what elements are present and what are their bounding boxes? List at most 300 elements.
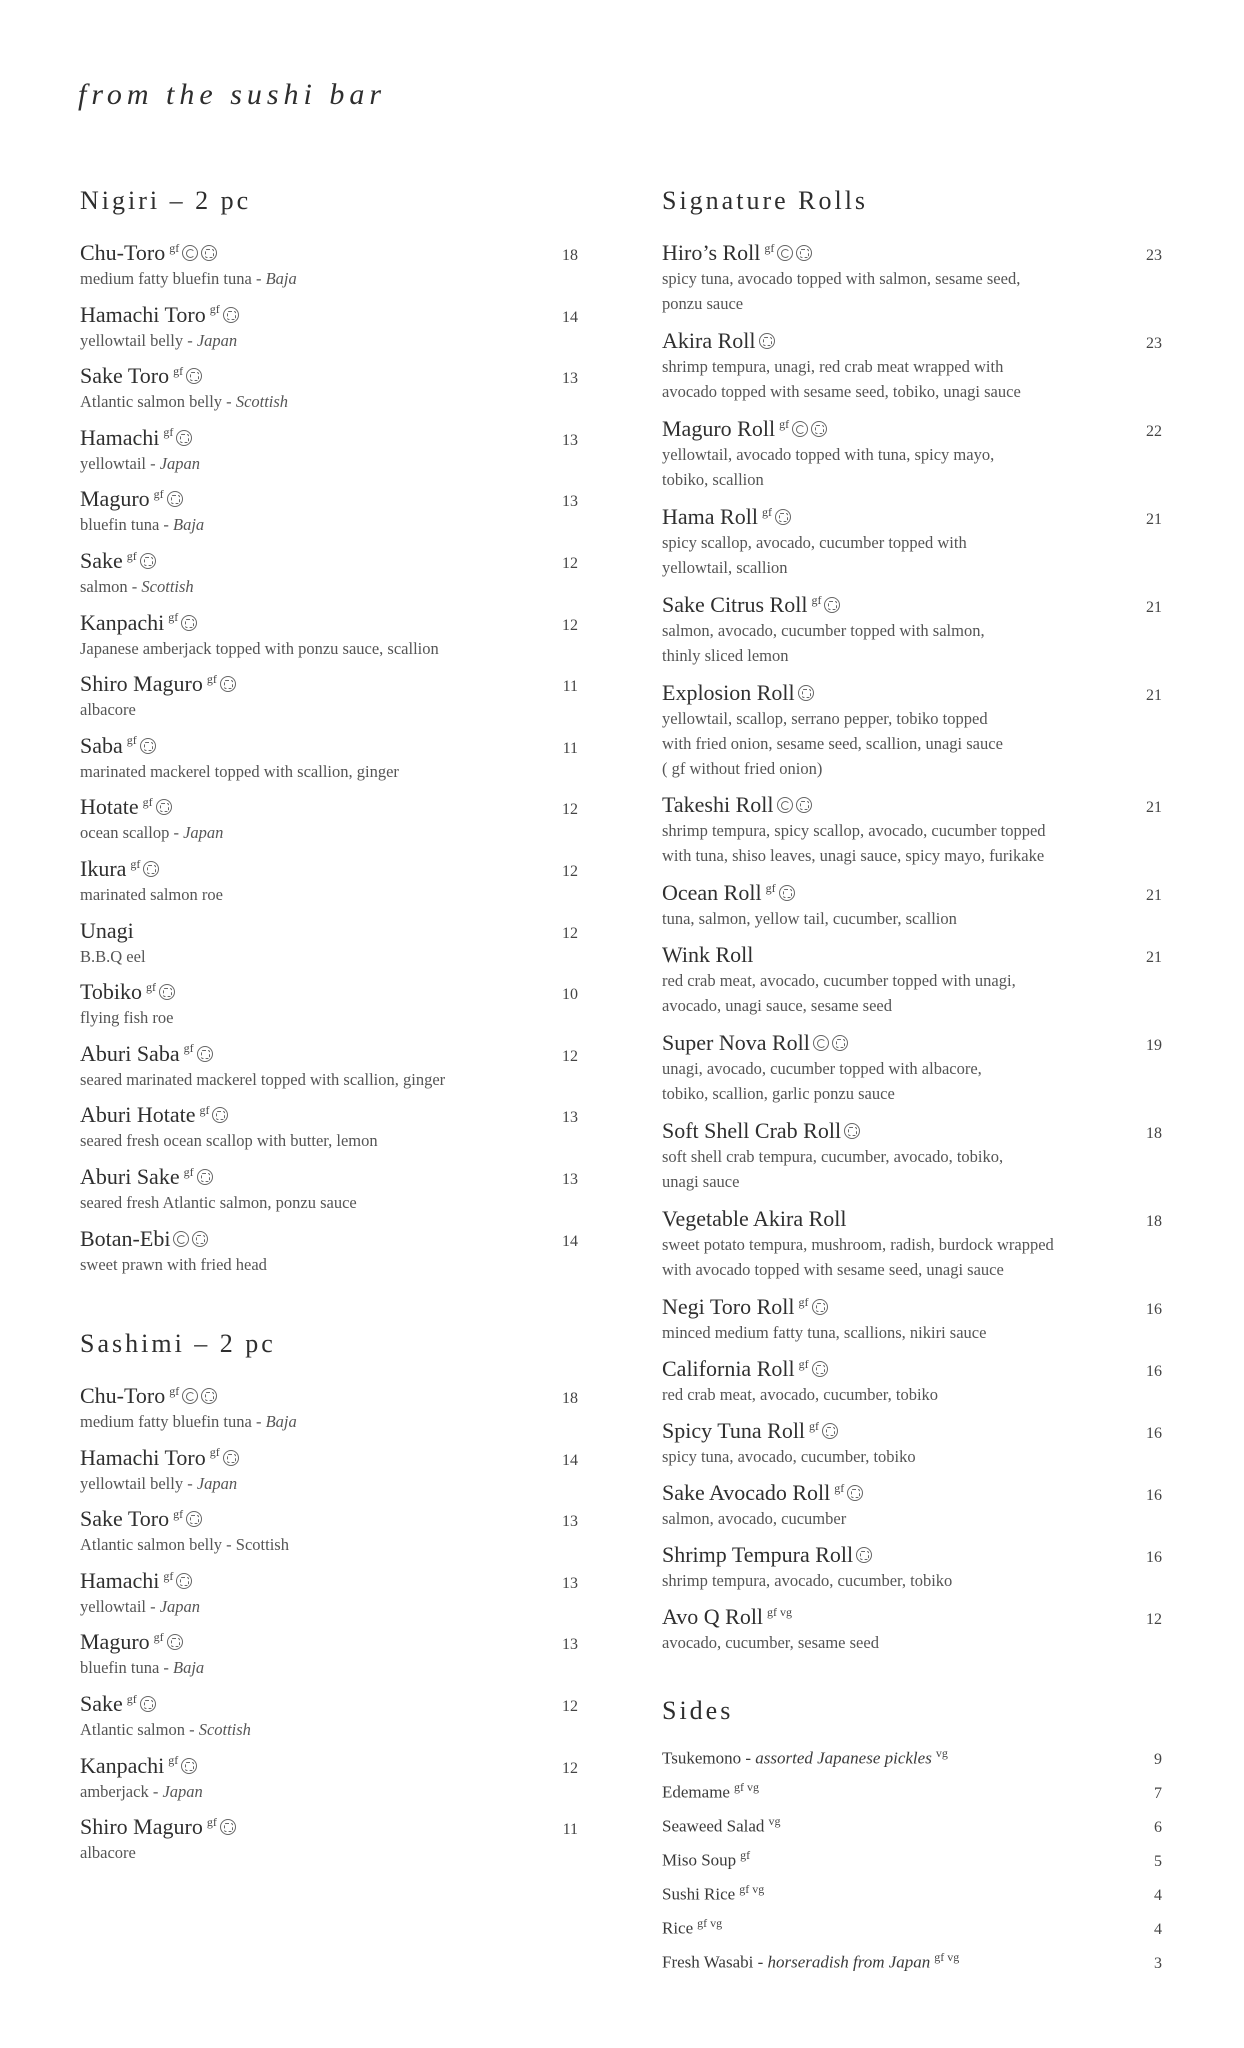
- sustainable-icon: [167, 491, 183, 507]
- item-price: 14: [562, 308, 578, 326]
- item-header: [662, 1356, 1162, 1382]
- item-description: ocean scallop - Japan: [80, 823, 224, 843]
- item-header: [80, 1164, 578, 1190]
- roll-item: [662, 328, 1162, 416]
- item-description: shrimp tempura, spicy scallop, avocado, cucumber topped: [662, 821, 1046, 840]
- item-price: 21: [1146, 511, 1162, 528]
- side-price: 7: [1154, 1784, 1162, 1802]
- diet-tags: gf: [130, 856, 141, 871]
- diet-tags: gf: [169, 1383, 180, 1398]
- item-name: Sake Citrus Roll $^{gf}$: [662, 592, 840, 618]
- item-description: salmon - Scottish: [80, 576, 194, 596]
- item-price: 12: [562, 862, 578, 880]
- sustainable-icon: [159, 984, 175, 1000]
- right-column: [662, 184, 1162, 1984]
- item-description: spicy tuna, avocado, cucumber, tobiko: [662, 1447, 916, 1466]
- diet-tags: gf vg: [739, 1882, 765, 1896]
- item-name: Explosion Roll: [662, 680, 814, 706]
- item-description: B.B.Q eel: [80, 946, 146, 966]
- item-header: [80, 1041, 578, 1067]
- item-header: [662, 1118, 1162, 1144]
- item-header: [80, 733, 578, 759]
- item-description: shrimp tempura, avocado, cucumber, tobiko: [662, 1571, 953, 1590]
- item-description: sweet prawn with fried head: [80, 1254, 267, 1274]
- side-item: [662, 1882, 1162, 1916]
- item-name: Chu-Toro $^{gf}$: [80, 240, 217, 266]
- item-name: Kanpachi $^{gf}$: [80, 1753, 197, 1779]
- item-name: Sake $^{gf}$: [80, 1691, 156, 1717]
- diet-tags: gf vg: [697, 1916, 723, 1930]
- item-header: [80, 1226, 578, 1252]
- item-origin: Japan: [162, 1781, 203, 1801]
- item-description: bluefin tuna - Baja: [80, 1658, 205, 1678]
- item-price: 11: [562, 1821, 578, 1839]
- item-description: spicy tuna, avocado topped with salmon, sesame seed,: [662, 269, 1021, 288]
- item-price: 13: [562, 431, 578, 449]
- item-name: Ikura $^{gf}$: [80, 856, 159, 882]
- diet-tags: gf: [199, 1102, 210, 1117]
- sides-list: [662, 1746, 1162, 1984]
- side-name: Miso Soup $^{gf}$: [662, 1848, 751, 1870]
- item-name: Soft Shell Crab Roll: [662, 1118, 860, 1144]
- item-price: 12: [562, 616, 578, 634]
- item-header: [662, 1542, 1162, 1568]
- item-description: yellowtail - Japan: [80, 453, 201, 473]
- item-header: [662, 416, 1162, 442]
- item-header: [662, 1604, 1162, 1630]
- item-header: [662, 880, 1162, 906]
- item-price: 23: [1146, 247, 1162, 264]
- item-header: [80, 548, 578, 574]
- item-header: [662, 1030, 1162, 1056]
- roll-item: [662, 880, 1162, 942]
- item-price: 23: [1146, 335, 1162, 352]
- side-price: 3: [1154, 1954, 1162, 1972]
- item-description: avocado, cucumber, sesame seed: [662, 1633, 879, 1652]
- item-header: [662, 240, 1162, 266]
- item-name: Hotate $^{gf}$: [80, 794, 172, 820]
- item-price: 18: [1146, 1213, 1162, 1230]
- menu-item: [80, 1506, 578, 1568]
- item-price: 16: [1146, 1301, 1162, 1318]
- item-price: 12: [562, 1698, 578, 1716]
- item-name: Wink Roll: [662, 942, 754, 967]
- item-description: thinly sliced lemon: [662, 646, 789, 665]
- item-description: tobiko, scallion: [662, 470, 764, 489]
- item-name: Takeshi Roll: [662, 792, 812, 818]
- item-description: salmon, avocado, cucumber: [662, 1509, 847, 1528]
- item-name: Avo Q Roll $^{gf vg}$: [662, 1604, 793, 1629]
- side-name: Edemame $^{gf vg}$: [662, 1780, 759, 1802]
- item-name: Sake Avocado Roll $^{gf}$: [662, 1480, 863, 1506]
- sustainable-icon: [143, 861, 159, 877]
- diet-tags: gf: [206, 1814, 217, 1829]
- sustainable-icon: [824, 597, 840, 613]
- item-header: [662, 680, 1162, 706]
- item-description: seared fresh Atlantic salmon, ponzu sauce: [80, 1192, 357, 1212]
- item-description: seared marinated mackerel topped with scallion, ginger: [80, 1069, 446, 1089]
- roll-item: [662, 416, 1162, 504]
- item-header: [80, 1753, 578, 1779]
- menu-item: [80, 610, 578, 672]
- item-name: Chu-Toro $^{gf}$: [80, 1383, 217, 1409]
- item-name: Botan-Ebi: [80, 1226, 208, 1252]
- menu-item: [80, 1041, 578, 1103]
- sustainable-icon: [192, 1231, 208, 1247]
- sustainable-icon: [796, 245, 812, 261]
- swirl-icon: [813, 1035, 829, 1051]
- item-header: [80, 425, 578, 451]
- item-description: avocado, unagi sauce, sesame seed: [662, 996, 892, 1015]
- item-price: 13: [562, 493, 578, 511]
- item-price: 13: [562, 370, 578, 388]
- side-price: 4: [1154, 1886, 1162, 1904]
- item-name: Hamachi Toro $^{gf}$: [80, 1445, 239, 1471]
- item-header: [80, 1383, 578, 1409]
- roll-item: [662, 1030, 1162, 1118]
- item-price: 14: [562, 1232, 578, 1250]
- sustainable-icon: [812, 1361, 828, 1377]
- item-header: [80, 918, 578, 944]
- sides-section: [662, 1694, 1162, 1984]
- diet-tags: gf: [126, 1691, 137, 1706]
- item-name: Spicy Tuna Roll $^{gf}$: [662, 1418, 838, 1444]
- item-description: medium fatty bluefin tuna - Baja: [80, 1412, 297, 1432]
- sides-title: Sides: [662, 1696, 734, 1725]
- item-description: ponzu sauce: [662, 294, 744, 313]
- item-price: 16: [1146, 1425, 1162, 1442]
- menu-item: [80, 1691, 578, 1753]
- item-price: 19: [1146, 1037, 1162, 1054]
- item-header: [80, 610, 578, 636]
- sashimi-section: [80, 1327, 578, 1876]
- item-description: seared fresh ocean scallop with butter, lemon: [80, 1131, 378, 1151]
- item-description: Atlantic salmon belly - Scottish: [80, 392, 289, 412]
- side-name: Rice $^{gf vg}$: [662, 1916, 723, 1938]
- side-item: [662, 1848, 1162, 1882]
- item-description: Atlantic salmon belly - Scottish: [80, 1535, 289, 1555]
- side-name: Seaweed Salad $^{vg}$: [662, 1814, 781, 1836]
- item-name: Kanpachi $^{gf}$: [80, 610, 197, 636]
- sustainable-icon: [796, 797, 812, 813]
- nigiri-list: [80, 240, 578, 1287]
- side-price: 6: [1154, 1818, 1162, 1836]
- side-note: assorted Japanese pickles: [755, 1748, 932, 1768]
- item-header: [662, 942, 1162, 968]
- item-description: minced medium fatty tuna, scallions, nikiri sauce: [662, 1323, 987, 1342]
- sustainable-icon: [220, 676, 236, 692]
- item-description: amberjack - Japan: [80, 1781, 203, 1801]
- sustainable-icon: [140, 738, 156, 754]
- menu-item: [80, 302, 578, 364]
- menu-item: [80, 1753, 578, 1815]
- diet-tags: gf: [142, 795, 153, 810]
- item-name: Hamachi $^{gf}$: [80, 1568, 192, 1594]
- side-note: horseradish from Japan: [767, 1952, 931, 1972]
- page-heading: from the sushi bar: [78, 78, 387, 111]
- menu-item: [80, 794, 578, 856]
- diet-tags: gf vg: [733, 1780, 759, 1794]
- item-price: 10: [562, 986, 578, 1004]
- item-description: unagi, avocado, cucumber topped with albacore,: [662, 1059, 982, 1078]
- item-price: 21: [1146, 949, 1162, 966]
- item-origin: Scottish: [141, 576, 194, 596]
- item-price: 12: [562, 554, 578, 572]
- item-description: yellowtail belly - Japan: [80, 1473, 238, 1493]
- rolls-list: [662, 240, 1162, 1666]
- roll-item: [662, 1542, 1162, 1604]
- roll-item: [662, 1418, 1162, 1480]
- item-name: California Roll $^{gf}$: [662, 1356, 828, 1382]
- item-name: Maguro Roll $^{gf}$: [662, 416, 827, 442]
- item-description: Japanese amberjack topped with ponzu sauce, scallion: [80, 638, 439, 658]
- item-price: 21: [1146, 887, 1162, 904]
- sustainable-icon: [832, 1035, 848, 1051]
- item-price: 12: [1146, 1611, 1162, 1628]
- item-price: 11: [562, 739, 578, 757]
- diet-tags: vg: [768, 1814, 781, 1828]
- nigiri-section: [80, 184, 578, 1287]
- side-price: 4: [1154, 1920, 1162, 1938]
- sustainable-icon: [201, 1388, 217, 1404]
- menu-item: [80, 856, 578, 918]
- side-price: 5: [1154, 1852, 1162, 1870]
- diet-tags: gf: [153, 1630, 164, 1645]
- sustainable-icon: [759, 333, 775, 349]
- item-name: Tobiko $^{gf}$: [80, 979, 175, 1005]
- item-price: 14: [562, 1451, 578, 1469]
- menu-item: [80, 240, 578, 302]
- sustainable-icon: [811, 421, 827, 437]
- item-description: marinated mackerel topped with scallion, ginger: [80, 761, 399, 781]
- menu-item: [80, 486, 578, 548]
- swirl-icon: [792, 421, 808, 437]
- diet-tags: gf: [183, 1041, 194, 1056]
- item-description: sweet potato tempura, mushroom, radish, burdock wrapped: [662, 1235, 1054, 1254]
- sustainable-icon: [779, 885, 795, 901]
- diet-tags: gf: [206, 671, 217, 686]
- diet-tags: gf vg: [767, 1604, 793, 1619]
- item-description: unagi sauce: [662, 1172, 740, 1191]
- sustainable-icon: [223, 1450, 239, 1466]
- menu-item: [80, 1164, 578, 1226]
- item-description: spicy scallop, avocado, cucumber topped with: [662, 533, 967, 552]
- diet-tags: gf: [740, 1848, 751, 1862]
- swirl-icon: [777, 245, 793, 261]
- diet-tags: gf: [809, 1418, 820, 1433]
- item-origin: Japan: [159, 453, 201, 473]
- item-origin: Japan: [159, 1596, 201, 1616]
- sustainable-icon: [140, 553, 156, 569]
- item-name: Vegetable Akira Roll: [662, 1206, 847, 1231]
- item-header: [662, 1418, 1162, 1444]
- menu-item: [80, 1568, 578, 1630]
- roll-item: [662, 792, 1162, 880]
- item-origin: Baja: [265, 1412, 297, 1432]
- item-description: red crab meat, avocado, cucumber topped with unagi,: [662, 971, 1016, 990]
- menu-item: [80, 1445, 578, 1507]
- item-description: with tuna, shiso leaves, unagi sauce, spicy mayo, furikake: [662, 846, 1045, 865]
- diet-tags: gf vg: [934, 1950, 960, 1964]
- item-origin: Japan: [196, 330, 238, 350]
- side-item: [662, 1950, 1162, 1984]
- item-name: Hamachi Toro $^{gf}$: [80, 302, 239, 328]
- left-column: [80, 184, 578, 1876]
- roll-item: [662, 1118, 1162, 1206]
- sustainable-icon: [156, 799, 172, 815]
- sustainable-icon: [186, 368, 202, 384]
- sustainable-icon: [844, 1123, 860, 1139]
- item-name: Aburi Sake $^{gf}$: [80, 1164, 213, 1190]
- item-price: 18: [562, 1390, 578, 1408]
- item-price: 12: [562, 1047, 578, 1065]
- diet-tags: gf: [811, 592, 822, 607]
- item-name: Sake Toro $^{gf}$: [80, 1506, 202, 1532]
- item-description: with fried onion, sesame seed, scallion, unagi sauce: [662, 734, 1003, 753]
- item-description: marinated salmon roe: [80, 884, 223, 904]
- diet-tags: gf: [779, 416, 790, 431]
- item-header: [80, 302, 578, 328]
- rolls-section: [662, 184, 1162, 1666]
- item-name: Hiro’s Roll $^{gf}$: [662, 240, 812, 266]
- menu-item: [80, 1814, 578, 1876]
- item-price: 21: [1146, 599, 1162, 616]
- sustainable-icon: [223, 307, 239, 323]
- item-description: avocado topped with sesame seed, tobiko, unagi sauce: [662, 382, 1021, 401]
- item-name: Sake Toro $^{gf}$: [80, 363, 202, 389]
- item-description: salmon, avocado, cucumber topped with salmon,: [662, 621, 985, 640]
- item-name: Ocean Roll $^{gf}$: [662, 880, 795, 906]
- sustainable-icon: [181, 1758, 197, 1774]
- item-description: albacore: [80, 1843, 136, 1863]
- item-description: albacore: [80, 700, 136, 720]
- item-origin: Japan: [196, 1473, 238, 1493]
- item-header: [80, 979, 578, 1005]
- item-price: 16: [1146, 1549, 1162, 1566]
- diet-tags: gf: [798, 1356, 809, 1371]
- sustainable-icon: [197, 1169, 213, 1185]
- diet-tags: gf: [173, 363, 184, 378]
- menu-item: [80, 918, 578, 980]
- item-header: [662, 592, 1162, 618]
- diet-tags: gf: [146, 979, 157, 994]
- roll-item: [662, 1206, 1162, 1294]
- item-header: [80, 1629, 578, 1655]
- item-description: bluefin tuna - Baja: [80, 515, 205, 535]
- item-origin: Baja: [265, 269, 297, 288]
- diet-tags: gf: [168, 1753, 179, 1768]
- roll-item: [662, 1480, 1162, 1542]
- sustainable-icon: [856, 1547, 872, 1563]
- item-price: 16: [1146, 1487, 1162, 1504]
- item-header: [662, 1480, 1162, 1506]
- item-header: [80, 794, 578, 820]
- menu-item: [80, 1102, 578, 1164]
- item-name: Maguro $^{gf}$: [80, 486, 183, 512]
- item-origin: Japan: [183, 823, 224, 843]
- side-name: Fresh Wasabi - horseradish from Japan $^{gf vg}$: [662, 1950, 960, 1972]
- sustainable-icon: [186, 1511, 202, 1527]
- diet-tags: gf: [153, 487, 164, 502]
- item-name: Shiro Maguro $^{gf}$: [80, 671, 236, 697]
- roll-item: [662, 592, 1162, 680]
- item-price: 18: [562, 247, 578, 264]
- item-price: 13: [562, 1513, 578, 1531]
- side-item: [662, 1780, 1162, 1814]
- item-description: flying fish roe: [80, 1008, 174, 1028]
- diet-tags: gf: [126, 548, 137, 563]
- menu-item: [80, 733, 578, 795]
- diet-tags: gf: [168, 610, 179, 625]
- menu-item: [80, 671, 578, 733]
- roll-item: [662, 1604, 1162, 1666]
- swirl-icon: [182, 245, 198, 261]
- menu-item: [80, 363, 578, 425]
- menu-item: [80, 1383, 578, 1445]
- item-price: 18: [1146, 1125, 1162, 1142]
- item-header: [662, 1206, 1162, 1232]
- item-origin: Baja: [173, 515, 205, 535]
- item-description: tobiko, scallion, garlic ponzu sauce: [662, 1084, 895, 1103]
- diet-tags: gf: [834, 1480, 845, 1495]
- item-header: [80, 1102, 578, 1128]
- item-name: Akira Roll: [662, 328, 775, 354]
- item-header: [80, 1568, 578, 1594]
- menu-item: [80, 1629, 578, 1691]
- item-name: Maguro $^{gf}$: [80, 1629, 183, 1655]
- sustainable-icon: [201, 245, 217, 261]
- sustainable-icon: [181, 615, 197, 631]
- diet-tags: gf: [163, 1568, 174, 1583]
- item-price: 21: [1146, 687, 1162, 704]
- item-name: Negi Toro Roll $^{gf}$: [662, 1294, 828, 1320]
- swirl-icon: [173, 1231, 189, 1247]
- roll-item: [662, 942, 1162, 1030]
- item-description: Atlantic salmon - Scottish: [80, 1720, 251, 1740]
- item-description: medium fatty bluefin tuna - Baja: [80, 269, 297, 288]
- diet-tags: gf: [761, 504, 772, 519]
- item-name: Super Nova Roll: [662, 1030, 848, 1056]
- side-name: Sushi Rice $^{gf vg}$: [662, 1882, 765, 1904]
- item-price: 21: [1146, 799, 1162, 816]
- menu-item: [80, 979, 578, 1041]
- item-header: [662, 504, 1162, 530]
- diet-tags: gf: [163, 425, 174, 440]
- sashimi-title: Sashimi – 2 pc: [80, 1329, 276, 1359]
- menu-item: [80, 1226, 578, 1288]
- item-description: yellowtail, scallion: [662, 558, 788, 577]
- item-description: yellowtail - Japan: [80, 1596, 201, 1616]
- item-origin: Baja: [173, 1658, 205, 1678]
- item-description: yellowtail belly - Japan: [80, 330, 238, 350]
- sustainable-icon: [212, 1107, 228, 1123]
- sustainable-icon: [775, 509, 791, 525]
- item-header: [662, 328, 1162, 354]
- diet-tags: gf: [209, 1445, 220, 1460]
- item-name: Hama Roll $^{gf}$: [662, 504, 791, 530]
- roll-item: [662, 504, 1162, 592]
- item-price: 12: [562, 801, 578, 819]
- diet-tags: vg: [935, 1746, 948, 1760]
- side-item: [662, 1814, 1162, 1848]
- swirl-icon: [182, 1388, 198, 1404]
- item-header: [80, 671, 578, 697]
- diet-tags: gf: [169, 240, 180, 255]
- menu-item: [80, 425, 578, 487]
- item-name: Aburi Hotate $^{gf}$: [80, 1102, 228, 1128]
- sustainable-icon: [798, 685, 814, 701]
- item-price: 12: [562, 924, 578, 942]
